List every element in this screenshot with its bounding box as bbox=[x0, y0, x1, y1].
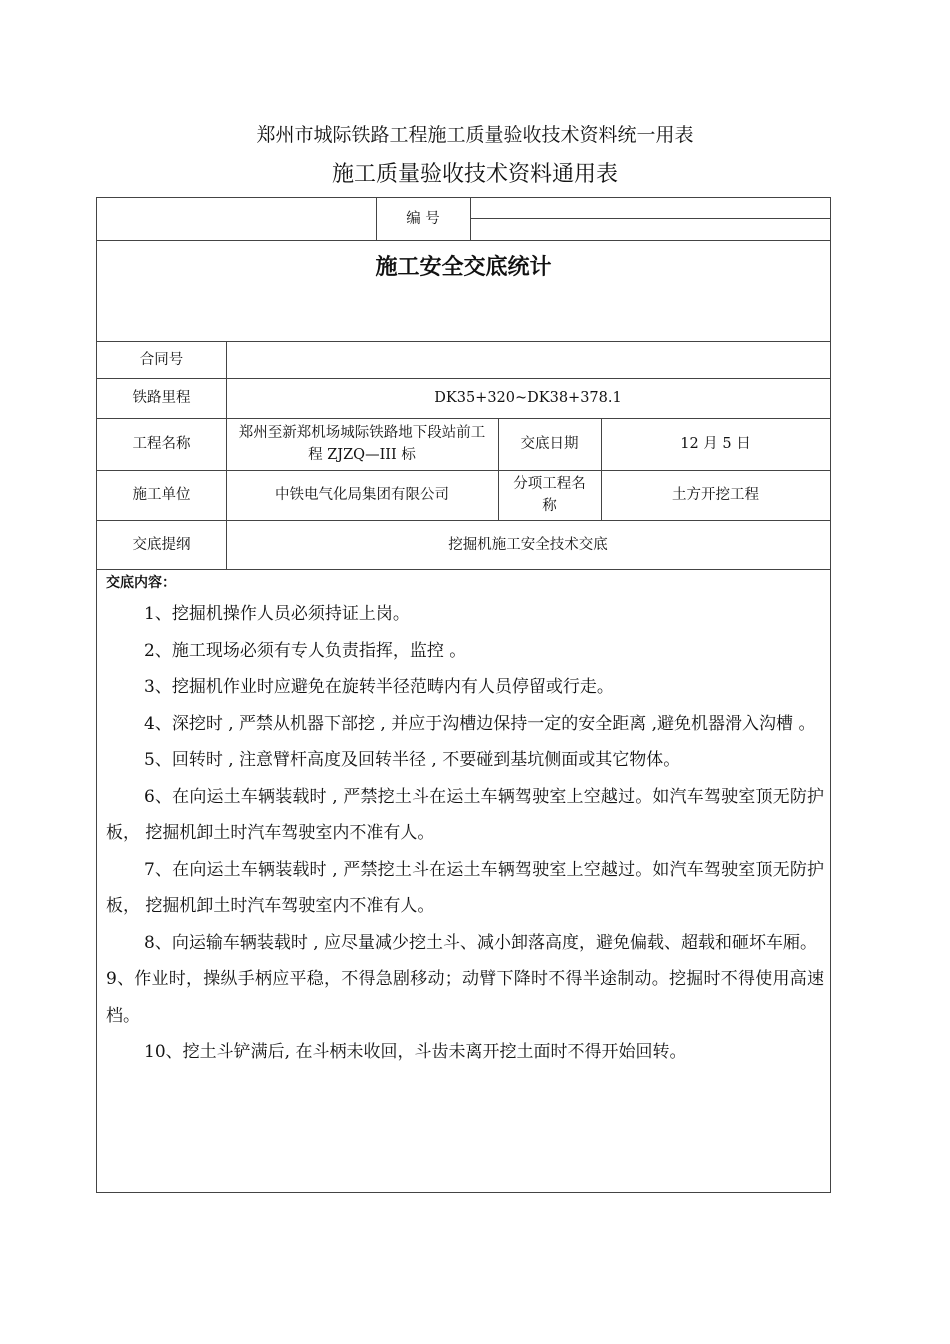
form-table bbox=[96, 197, 831, 1193]
date-label: 交底日期 bbox=[520, 436, 579, 452]
header-title-line2: 施工质量验收技术资料通用表 bbox=[331, 162, 618, 187]
project-label: 工程名称 bbox=[132, 436, 191, 452]
content-item: 5、回转时 , 注意臂杆高度及回转半径 , 不要碰到基坑侧面或其它物体。 bbox=[144, 750, 681, 770]
content-item: 2、施工现场必须有专人负责指挥，监控 。 bbox=[144, 640, 467, 661]
mileage-value: DK35+320~DK38+378.1 bbox=[434, 390, 622, 406]
content-item: 1、挖掘机操作人员必须持证上岗。 bbox=[144, 604, 410, 624]
content-item: 4、深挖时 , 严禁从机器下部挖 , 并应于沟槽边保持一定的安全距离 ,避免机器滑入沟槽 。 bbox=[144, 713, 816, 734]
divider bbox=[470, 218, 830, 219]
outline-value: 挖掘机施工安全技术交底 bbox=[448, 536, 608, 553]
divider bbox=[97, 569, 830, 570]
content-item: 9、作业时，操纵手柄应平稳，不得急剧移动；动臂下降时不得半途制动。挖掘时不得使用高速档。 bbox=[106, 969, 824, 1026]
subitem-label: 分项工程名称 bbox=[513, 476, 586, 514]
content-item: 6、在向运土车辆装载时 , 严禁挖土斗在运土车辆驾驶室上空越过。如汽车驾驶室顶无防护板， 挖掘机卸土时汽车驾驶室内不准有人。 bbox=[106, 786, 824, 843]
content-item: 10、挖土斗铲满后, 在斗柄未收回，斗齿未离开挖土面时不得开始回转。 bbox=[144, 1042, 687, 1062]
mileage-label: 铁路里程 bbox=[132, 390, 191, 406]
contract-value[interactable] bbox=[226, 341, 830, 378]
content-label: 交底内容： bbox=[106, 575, 176, 591]
number-value[interactable] bbox=[470, 198, 830, 218]
unit-label: 施工单位 bbox=[132, 487, 191, 503]
content-item: 8、向运输车辆装载时 , 应尽量减少挖土斗、减小卸落高度，避免偏载、超载和砸坏车厢。 bbox=[144, 932, 818, 953]
form-main-title: 施工安全交底统计 bbox=[375, 255, 552, 280]
header-title-line1: 郑州市城际铁路工程施工质量验收技术资料统一用表 bbox=[256, 124, 694, 146]
date-value: 12 月 5 日 bbox=[680, 436, 751, 452]
content-body bbox=[106, 596, 824, 1071]
content-item: 3、挖掘机作业时应避免在旋转半径范畴内有人员停留或行走。 bbox=[144, 677, 614, 697]
project-value: 郑州至新郑机场城际铁路地下段站前工程 ZJZQ—III 标 bbox=[238, 425, 486, 463]
contract-label: 合同号 bbox=[139, 351, 184, 368]
number-label: 编 号 bbox=[406, 211, 440, 227]
content-item: 7、在向运土车辆装载时 , 严禁挖土斗在运土车辆驾驶室上空越过。如汽车驾驶室顶无防护板， 挖掘机卸土时汽车驾驶室内不准有人。 bbox=[106, 859, 824, 916]
subitem-value: 土方开挖工程 bbox=[672, 487, 759, 503]
outline-label: 交底提纲 bbox=[132, 536, 191, 553]
unit-value: 中铁电气化局集团有限公司 bbox=[275, 487, 449, 503]
divider bbox=[97, 240, 830, 241]
